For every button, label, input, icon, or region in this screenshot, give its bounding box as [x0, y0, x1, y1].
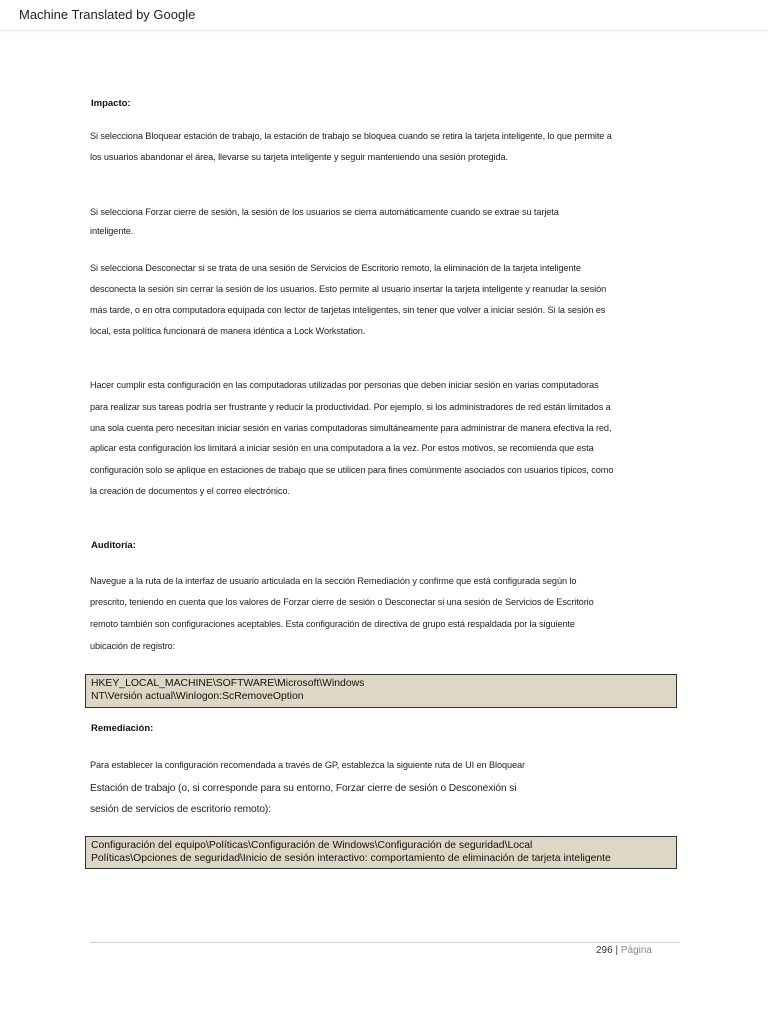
footer-separator: |: [615, 945, 619, 956]
remediation-p-line3: sesión de servicios de escritorio remoto):: [90, 804, 271, 815]
audit-p-line1: Navegue a la ruta de la interfaz de usuario articulada en la sección Remediación y confirme que está configurada según lo: [90, 576, 577, 586]
gp-path-line1: Configuración del equipo\Políticas\Configuración de Windows\Configuración de seguridad\Local: [91, 840, 533, 851]
impact-p4-line2: para realizar sus tareas podría ser frustrante y reducir la productividad. Por ejemplo, si los administradores de red están limitados a: [90, 402, 611, 412]
page-footer: [596, 945, 652, 956]
remediation-p-line2: Estación de trabajo (o, si corresponde para su entorno, Forzar cierre de sesión o Desconexión si: [90, 783, 517, 794]
impact-p3-line4: local, esta política funcionará de manera idéntica a Lock Workstation.: [90, 326, 366, 336]
page-label: Página: [620, 945, 652, 956]
impact-p2-line2: inteligente.: [90, 226, 134, 236]
impact-p1-line2: los usuarios abandonar el área, llevarse su tarjeta inteligente y seguir manteniendo una sesión protegida.: [90, 152, 508, 162]
registry-path-box: [85, 674, 677, 708]
impact-p2-line1: Si selecciona Forzar cierre de sesión, la sesión de los usuarios se cierra automáticamente cuando se extrae su tarjeta: [90, 207, 559, 217]
gp-path-line2: Políticas\Opciones de seguridad\Inicio de sesión interactivo: comportamiento de eliminación de tarjeta inteligente: [91, 853, 611, 864]
remediation-p-line1: Para establecer la configuración recomendada a través de GP, establezca la siguiente ruta de UI en Bloquear: [90, 760, 525, 770]
audit-heading: Auditoría:: [91, 540, 136, 551]
impact-p4-line5: configuración solo se aplique en estaciones de trabajo que se utilicen para fines comúnmente asociados con usuarios típicos, como: [90, 465, 614, 475]
impact-p4-line4: aplicar esta configuración los limitará a iniciar sesión en una computadora a la vez. Por estos motivos, se recomienda que esta: [90, 443, 594, 453]
impact-p4-line3: una sola cuenta pero necesitan iniciar sesión en varias computadoras simultáneamente para administrar de manera efectiva la red,: [90, 423, 612, 433]
registry-path-line2: NT\Versión actual\Winlogon:ScRemoveOption: [91, 691, 304, 702]
audit-p-line3: remoto también son configuraciones aceptables. Esta configuración de directiva de grupo está respaldada por la siguiente: [90, 619, 575, 629]
registry-path-line1: HKEY_LOCAL_MACHINE\SOFTWARE\Microsoft\Windows: [91, 678, 365, 689]
impact-p3-line1: Si selecciona Desconectar si se trata de una sesión de Servicios de Escritorio remoto, la eliminación de la tarjeta inteligente: [90, 263, 581, 273]
impact-p3-line2: desconecta la sesión sin cerrar la sesión de los usuarios. Esto permite al usuario insertar la tarjeta inteligente y reanudar la sesión: [90, 284, 607, 294]
impact-p4-line6: la creación de documentos y el correo electrónico.: [90, 486, 290, 496]
page-number: 296: [596, 945, 613, 956]
impact-heading: Impacto:: [91, 98, 131, 109]
banner-title: Machine Translated by Google: [19, 7, 196, 22]
remediation-heading: Remediación:: [91, 723, 154, 734]
impact-p1-line1: Si selecciona Bloquear estación de trabajo, la estación de trabajo se bloquea cuando se retira la tarjeta inteligente, lo que permite a: [90, 131, 612, 141]
audit-p-line4: ubicación de registro:: [90, 641, 176, 651]
footer-divider: [90, 942, 680, 943]
audit-p-line2: prescrito, teniendo en cuenta que los valores de Forzar cierre de sesión o Desconectar si una sesión de Servicios de Escritorio: [90, 597, 594, 607]
impact-p4-line1: Hacer cumplir esta configuración en las computadoras utilizadas por personas que deben iniciar sesión en varias computadoras: [90, 380, 599, 390]
impact-p3-line3: más tarde, o en otra computadora equipada con lector de tarjetas inteligentes, sin tener que volver a iniciar sesión. Si la sesión es: [90, 305, 606, 315]
gp-path-box: [85, 836, 677, 869]
